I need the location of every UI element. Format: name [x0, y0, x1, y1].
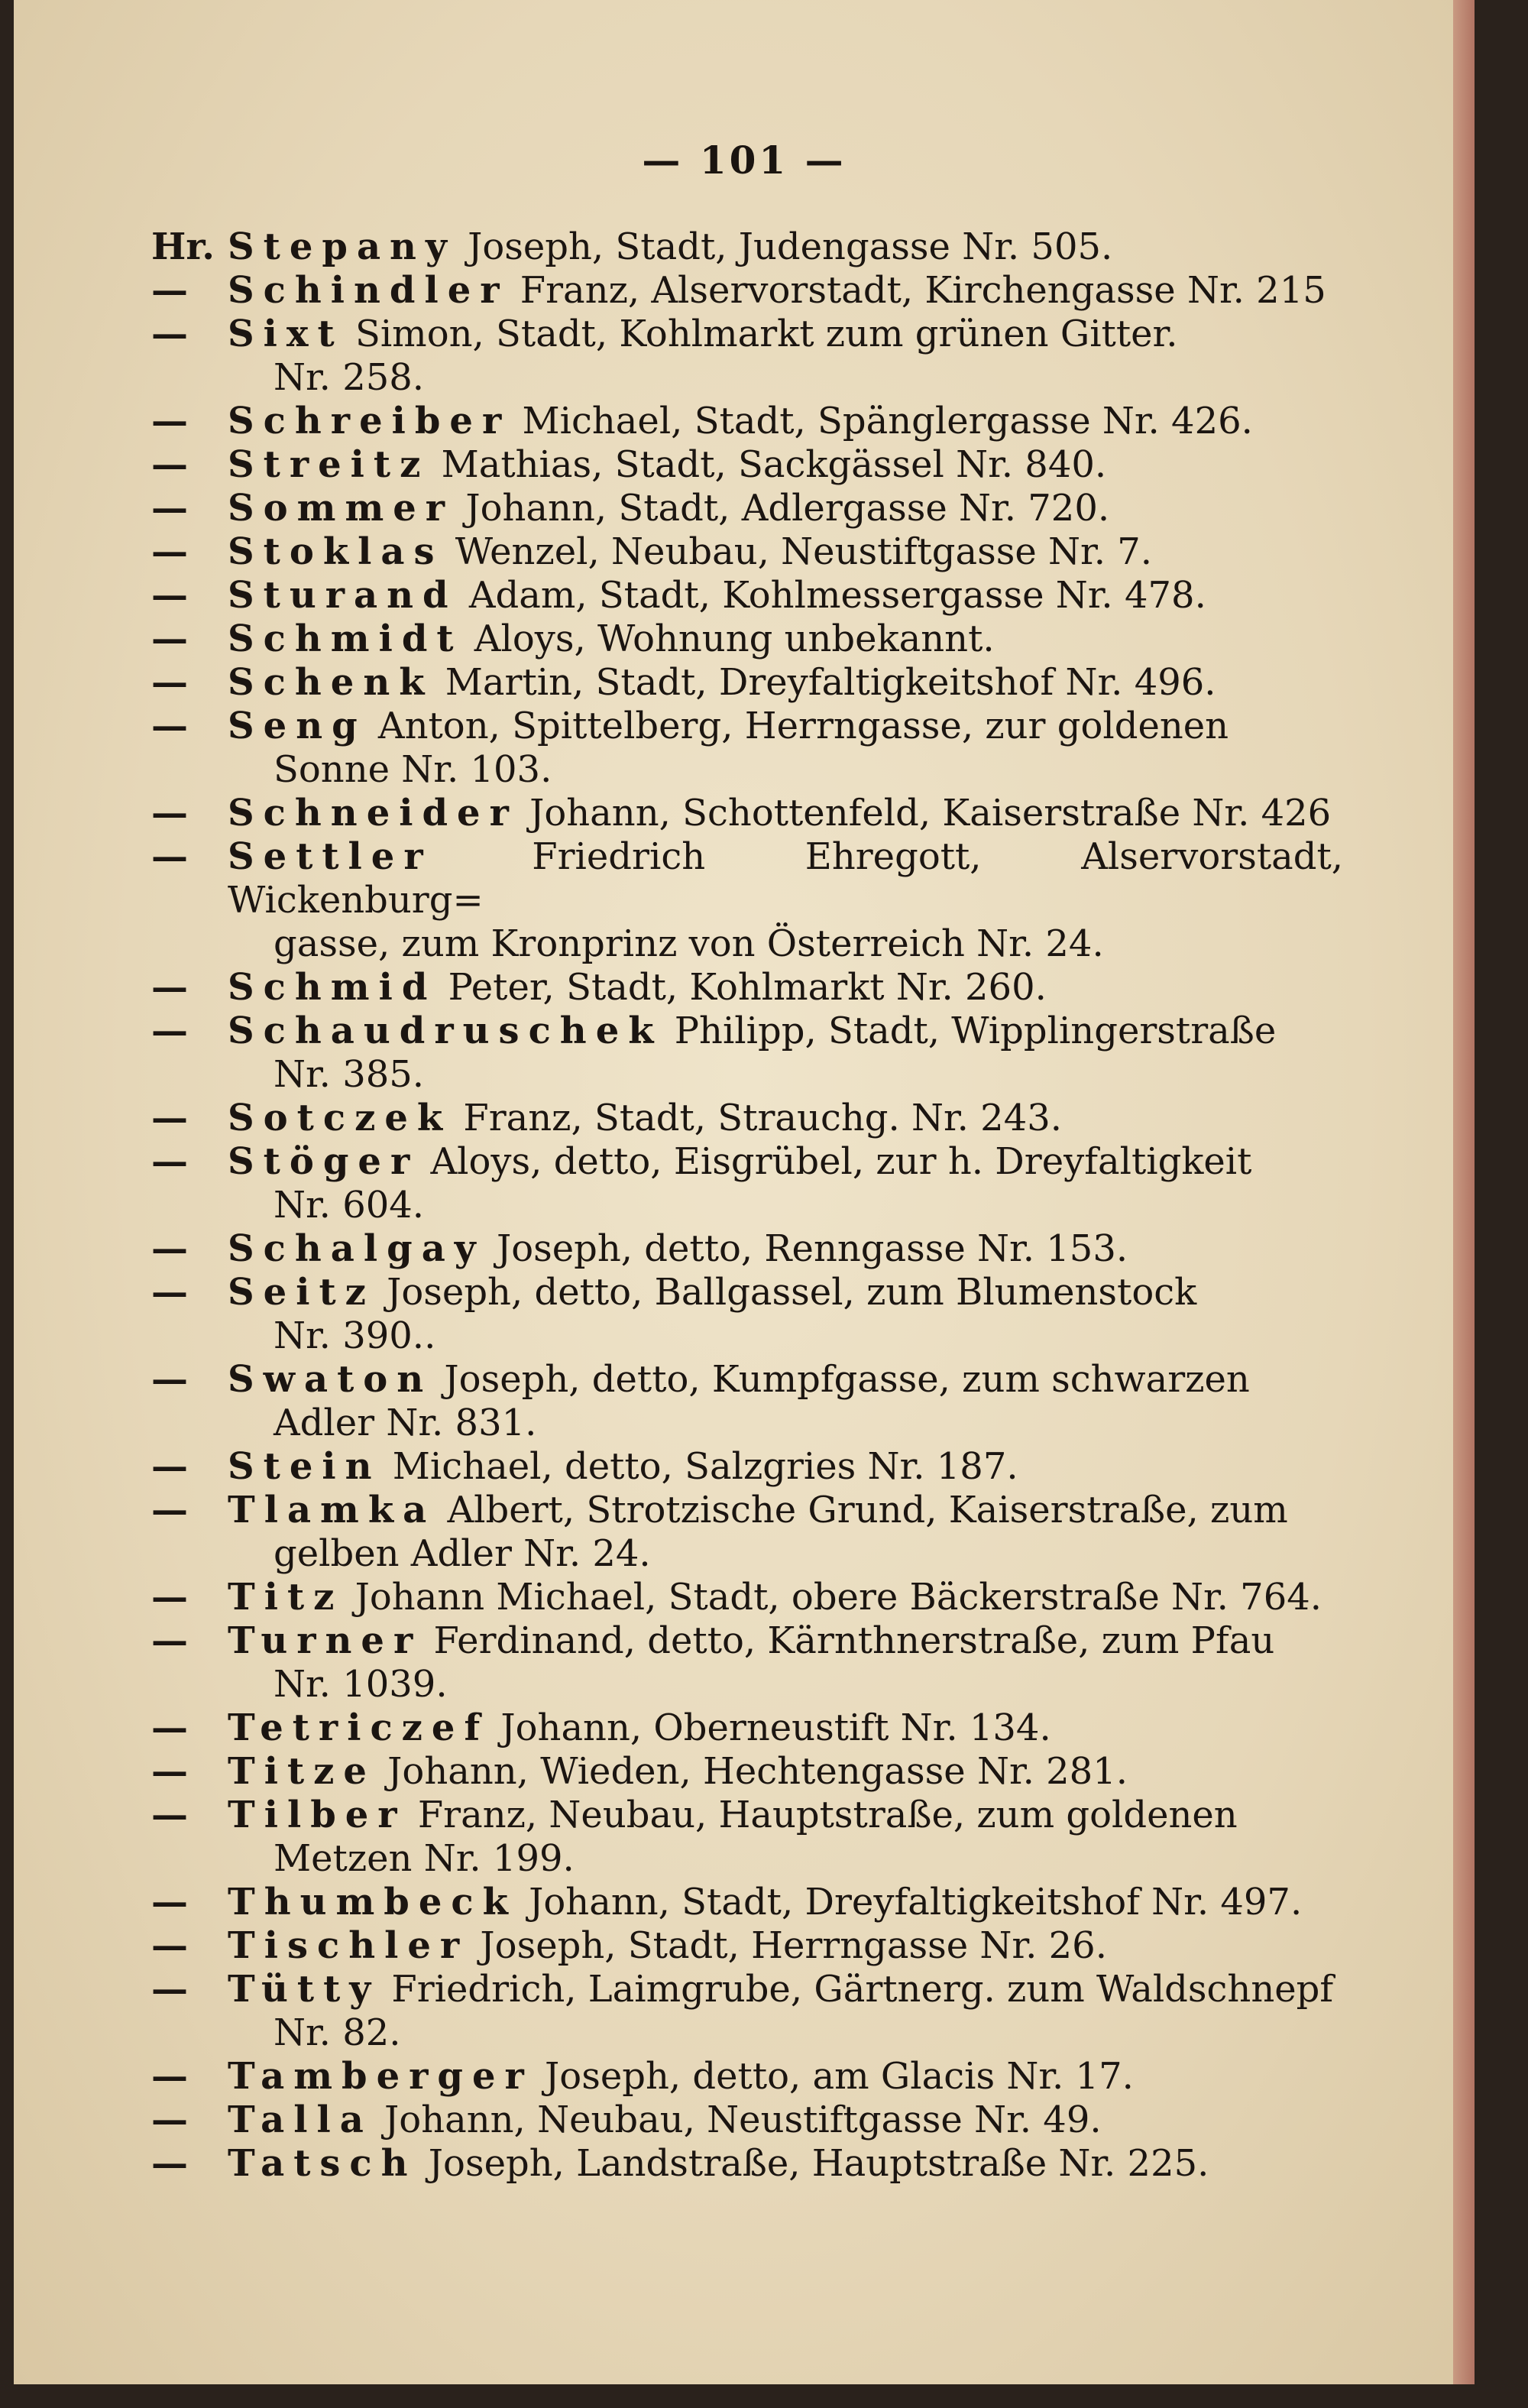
entry-text: [228, 1489, 1343, 1576]
entry-details: Friedrich, Laimgrube, Gärtnerg. zum Waldschnepf: [380, 1968, 1334, 2011]
entry-text: [228, 1576, 1343, 1619]
entry-text: [228, 792, 1343, 835]
directory-entry: [151, 1924, 1343, 1968]
directory-entry: [151, 1619, 1343, 1706]
entry-details: Peter, Stadt, Kohlmarkt Nr. 260.: [436, 966, 1047, 1009]
entry-text: [228, 835, 1343, 966]
directory-entry: [151, 2055, 1343, 2098]
directory-entry: [151, 225, 1343, 269]
entry-surname: Titz: [228, 1576, 344, 1619]
entry-details: Joseph, detto, Kumpfgasse, zum schwarzen: [432, 1358, 1250, 1401]
directory-entry: [151, 1227, 1343, 1271]
entry-text: [228, 1227, 1343, 1271]
entry-surname: Thumbeck: [228, 1881, 517, 1923]
directory-list: [151, 225, 1343, 2186]
entry-marker: —: [151, 2098, 188, 2141]
entry-details: Joseph, detto, Renngasse Nr. 153.: [484, 1227, 1128, 1270]
entry-marker: —: [151, 2142, 188, 2185]
entry-text: [228, 443, 1343, 487]
directory-entry: [151, 1140, 1343, 1227]
entry-marker: —: [151, 1750, 188, 1793]
entry-details: Wenzel, Neubau, Neustiftgasse Nr. 7.: [443, 530, 1153, 573]
directory-entry: [151, 443, 1343, 487]
entry-marker: Hr.: [151, 225, 215, 268]
entry-details: Joseph, Stadt, Judengasse Nr. 505.: [455, 225, 1113, 268]
entry-text: [228, 1358, 1343, 1445]
entry-marker: —: [151, 1358, 188, 1401]
entry-details: Joseph, Stadt, Herrngasse Nr. 26.: [468, 1924, 1107, 1967]
entry-marker: —: [151, 966, 188, 1009]
entry-details: Johann, Stadt, Adlergasse Nr. 720.: [454, 487, 1110, 530]
entry-surname: Streitz: [228, 443, 430, 486]
entry-surname: Turner: [228, 1619, 422, 1662]
directory-entry: [151, 269, 1343, 313]
entry-text: [228, 487, 1343, 530]
entry-marker: —: [151, 1489, 188, 1531]
entry-details: Aloys, Wohnung unbekannt.: [462, 617, 995, 660]
entry-details: Aloys, detto, Eisgrübel, zur h. Dreyfaltigkeit: [419, 1140, 1252, 1183]
entry-text: [228, 1924, 1343, 1968]
entry-surname: Tilber: [228, 1794, 406, 1836]
entry-text: [228, 400, 1343, 443]
entry-surname: Sotczek: [228, 1097, 452, 1139]
entry-surname: Schneider: [228, 792, 518, 835]
book-page: [14, 0, 1475, 2384]
entry-details: Franz, Stadt, Strauchg. Nr. 243.: [452, 1097, 1063, 1139]
entry-text: [228, 1706, 1343, 1750]
directory-entry: [151, 1794, 1343, 1881]
entry-text: [228, 313, 1343, 400]
entry-marker: —: [151, 269, 188, 312]
directory-entry: [151, 835, 1343, 966]
entry-surname: Schreiber: [228, 400, 511, 442]
entry-details: Johann, Wieden, Hechtengasse Nr. 281.: [375, 1750, 1128, 1793]
entry-marker: —: [151, 443, 188, 486]
directory-entry: [151, 661, 1343, 705]
entry-surname: Sturand: [228, 574, 458, 617]
entry-details: Johann, Neubau, Neustiftgasse Nr. 49.: [372, 2098, 1102, 2141]
entry-surname: Tlamka: [228, 1489, 436, 1531]
entry-marker: —: [151, 661, 188, 704]
directory-entry: [151, 1968, 1343, 2055]
entry-marker: —: [151, 1924, 188, 1967]
directory-entry: [151, 792, 1343, 835]
entry-text: [228, 705, 1343, 792]
entry-surname: Titze: [228, 1750, 376, 1793]
entry-surname: Swaton: [228, 1358, 433, 1401]
entry-continuation: gelben Adler Nr. 24.: [274, 1532, 651, 1575]
entry-marker: —: [151, 2055, 188, 2098]
entry-surname: Tischler: [228, 1924, 469, 1967]
entry-continuation: Nr. 258.: [274, 356, 425, 399]
directory-entry: [151, 1750, 1343, 1794]
directory-entry: [151, 1576, 1343, 1619]
entry-text: [228, 269, 1343, 313]
entry-text: [228, 2098, 1343, 2142]
directory-entry: [151, 617, 1343, 661]
entry-marker: —: [151, 313, 188, 355]
directory-entry: [151, 966, 1343, 1010]
entry-text: [228, 1445, 1343, 1489]
directory-entry: [151, 400, 1343, 443]
entry-surname: Sixt: [228, 313, 344, 355]
entry-surname: Schmid: [228, 966, 437, 1009]
entry-marker: —: [151, 705, 188, 747]
entry-surname: Tamberger: [228, 2055, 533, 2098]
entry-marker: —: [151, 1227, 188, 1270]
entry-marker: —: [151, 574, 188, 617]
entry-text: [228, 966, 1343, 1010]
entry-marker: —: [151, 530, 188, 573]
entry-marker: —: [151, 1619, 188, 1662]
entry-text: [228, 1619, 1343, 1706]
entry-text: [228, 1010, 1343, 1097]
entry-surname: Settler: [228, 835, 432, 878]
entry-surname: Stein: [228, 1445, 381, 1488]
entry-details: Adam, Stadt, Kohlmessergasse Nr. 478.: [457, 574, 1206, 617]
page-number: — 101 —: [642, 138, 847, 183]
directory-entry: [151, 2142, 1343, 2186]
entry-details: Johann, Stadt, Dreyfaltigkeitshof Nr. 497.: [516, 1881, 1303, 1923]
directory-entry: [151, 313, 1343, 400]
entry-details: Mathias, Stadt, Sackgässel Nr. 840.: [429, 443, 1107, 486]
entry-text: [228, 1881, 1343, 1924]
directory-entry: [151, 487, 1343, 530]
entry-surname: Schenk: [228, 661, 434, 704]
entry-details: Michael, detto, Salzgries Nr. 187.: [380, 1445, 1018, 1488]
directory-entry: [151, 1706, 1343, 1750]
entry-surname: Tütty: [228, 1968, 380, 2011]
entry-details: Johann, Schottenfeld, Kaiserstraße Nr. 426: [517, 792, 1332, 835]
entry-surname: Schalgay: [228, 1227, 485, 1270]
entry-details: Simon, Stadt, Kohlmarkt zum grünen Gitter.: [343, 313, 1178, 355]
entry-surname: Schaudruschek: [228, 1010, 663, 1052]
entry-surname: Stepany: [228, 225, 456, 268]
entry-details: Albert, Strotzische Grund, Kaiserstraße, zum: [435, 1489, 1288, 1531]
entry-continuation: Nr. 82.: [274, 2011, 401, 2054]
entry-details: Michael, Stadt, Spänglergasse Nr. 426.: [510, 400, 1253, 442]
directory-entry: [151, 1358, 1343, 1445]
entry-surname: Sommer: [228, 487, 455, 530]
entry-surname: Tetriczef: [228, 1706, 490, 1749]
entry-marker: —: [151, 1140, 188, 1183]
entry-text: [228, 1140, 1343, 1227]
entry-details: Joseph, Landstraße, Hauptstraße Nr. 225.: [416, 2142, 1209, 2185]
entry-marker: —: [151, 1794, 188, 1836]
entry-marker: —: [151, 617, 188, 660]
entry-continuation: gasse, zum Kronprinz von Österreich Nr. 24.: [274, 922, 1104, 965]
entry-marker: —: [151, 1271, 188, 1314]
entry-text: [228, 1794, 1343, 1881]
entry-continuation: Nr. 390..: [274, 1314, 436, 1357]
entry-text: [228, 1271, 1343, 1358]
entry-marker: —: [151, 1968, 188, 2011]
entry-marker: —: [151, 1576, 188, 1619]
entry-continuation: Nr. 1039.: [274, 1663, 448, 1706]
page-edge: [1453, 0, 1475, 2384]
entry-surname: Talla: [228, 2098, 373, 2141]
entry-details: Friedrich Ehregott, Alservorstadt, Wickenburg=: [228, 835, 1343, 922]
entry-text: [228, 1750, 1343, 1794]
entry-marker: —: [151, 792, 188, 835]
entry-text: [228, 617, 1343, 661]
entry-text: [228, 530, 1343, 574]
entry-text: [228, 2055, 1343, 2098]
directory-entry: [151, 2098, 1343, 2142]
entry-text: [228, 1097, 1343, 1140]
entry-details: Joseph, detto, Ballgassel, zum Blumenstock: [374, 1271, 1197, 1314]
entry-marker: —: [151, 1706, 188, 1749]
entry-details: Johann Michael, Stadt, obere Bäckerstraße Nr. 764.: [343, 1576, 1322, 1619]
entry-marker: —: [151, 1445, 188, 1488]
entry-surname: Seng: [228, 705, 367, 747]
entry-text: [228, 574, 1343, 617]
directory-entry: [151, 574, 1343, 617]
entry-continuation: Adler Nr. 831.: [274, 1402, 537, 1444]
entry-marker: —: [151, 400, 188, 442]
entry-marker: —: [151, 1010, 188, 1052]
entry-details: Franz, Alservorstadt, Kirchengasse Nr. 215: [508, 269, 1326, 312]
entry-surname: Schmidt: [228, 617, 463, 660]
entry-text: [228, 2142, 1343, 2186]
entry-continuation: Metzen Nr. 199.: [274, 1837, 575, 1880]
entry-details: Franz, Neubau, Hauptstraße, zum goldenen: [406, 1794, 1238, 1836]
entry-text: [228, 1968, 1343, 2055]
entry-details: Martin, Stadt, Dreyfaltigkeitshof Nr. 496.: [433, 661, 1216, 704]
entry-continuation: Nr. 385.: [274, 1053, 425, 1096]
directory-entry: [151, 1489, 1343, 1576]
entry-details: Philipp, Stadt, Wipplingerstraße: [662, 1010, 1277, 1052]
entry-details: Joseph, detto, am Glacis Nr. 17.: [533, 2055, 1134, 2098]
entry-text: [228, 661, 1343, 705]
directory-entry: [151, 530, 1343, 574]
entry-surname: Schindler: [228, 269, 509, 312]
directory-entry: [151, 1010, 1343, 1097]
entry-surname: Stöger: [228, 1140, 419, 1183]
entry-continuation: Sonne Nr. 103.: [274, 748, 552, 791]
directory-entry: [151, 1097, 1343, 1140]
directory-entry: [151, 1881, 1343, 1924]
entry-continuation: Nr. 604.: [274, 1184, 425, 1227]
directory-entry: [151, 705, 1343, 792]
entry-text: [228, 225, 1343, 269]
directory-entry: [151, 1271, 1343, 1358]
entry-details: Johann, Oberneustift Nr. 134.: [489, 1706, 1051, 1749]
entry-marker: —: [151, 1881, 188, 1923]
entry-details: Anton, Spittelberg, Herrngasse, zur goldenen: [366, 705, 1229, 747]
entry-marker: —: [151, 835, 188, 878]
entry-surname: Tatsch: [228, 2142, 417, 2185]
entry-details: Ferdinand, detto, Kärnthnerstraße, zum Pfau: [422, 1619, 1275, 1662]
entry-marker: —: [151, 1097, 188, 1139]
directory-entry: [151, 1445, 1343, 1489]
entry-surname: Seitz: [228, 1271, 375, 1314]
entry-marker: —: [151, 487, 188, 530]
entry-surname: Stoklas: [228, 530, 444, 573]
